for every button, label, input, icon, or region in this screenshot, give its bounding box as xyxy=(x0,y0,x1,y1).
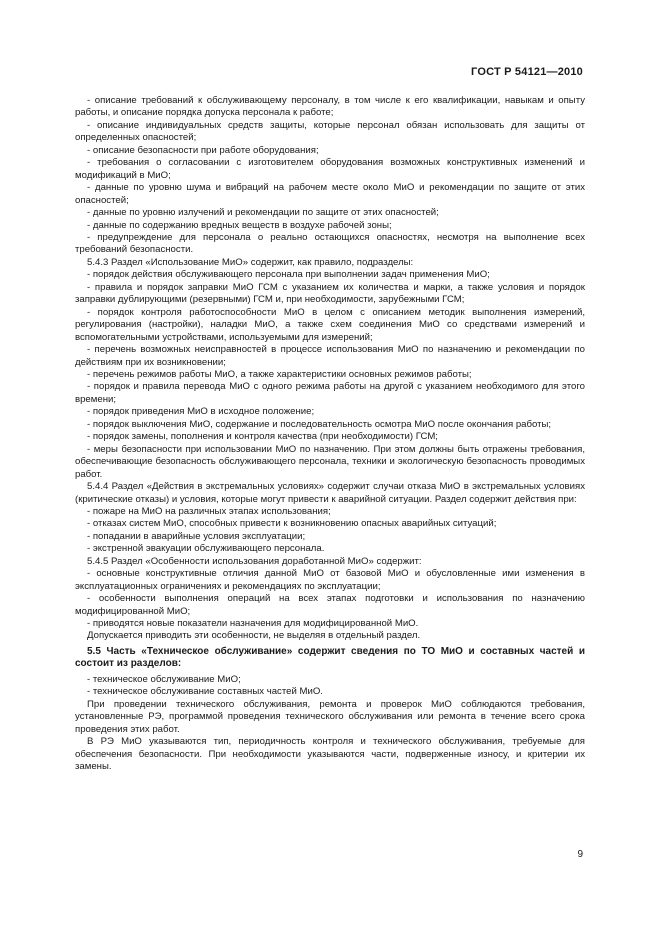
list-item: - пожаре на МиО на различных этапах использования; xyxy=(87,505,331,517)
list-item: - данные по содержанию вредных веществ в воздухе рабочей зоны; xyxy=(87,219,392,231)
list-item: - порядок действия обслуживающего персонала при выполнении задач применения МиО; xyxy=(87,269,490,281)
page-number: 9 xyxy=(577,849,583,860)
paragraph: 5.4.3 Раздел «Использование МиО» содержит, как правило, подразделы: xyxy=(87,256,414,268)
section-heading: 5.5 Часть «Техническое обслуживание» содержит сведения по ТО МиО и составных частей и состоит из разделов: xyxy=(75,645,585,670)
list-item: - попадании в аварийные условия эксплуатации; xyxy=(87,530,306,542)
paragraph: Допускается приводить эти особенности, не выделяя в отдельный раздел. xyxy=(87,630,421,642)
list-item: - порядок и правила перевода МиО с одного режима работы на другой с указанием необходимого для этого времени; xyxy=(75,381,585,405)
list-item: - перечень режимов работы МиО, а также характеристики основных режимов работы; xyxy=(87,368,472,380)
list-item: - описание индивидуальных средств защиты, которые персонал обязан использовать для защиты от определенных опасностей; xyxy=(75,119,585,144)
list-item: - данные по уровню излучений и рекомендации по защите от этих опасностей; xyxy=(87,207,439,219)
list-item: - данные по уровню шума и вибраций на рабочем месте около МиО и рекомендации по защите от этих опасностей; xyxy=(75,182,585,206)
paragraph: 5.4.5 Раздел «Особенности использования доработанной МиО» содержит: xyxy=(87,555,422,567)
list-item: - описание требований к обслуживающему персоналу, в том числе к его квалификации, навыкам и опыту работы, и описание порядка допуска персонала к работе; xyxy=(75,95,585,119)
list-item: - основные конструктивные отличия данной МиО от базовой МиО и обусловленные ими изменения в эксплуатационных ограничениях и рекомендациях по эксплуатации; xyxy=(75,568,585,592)
paragraph: В РЭ МиО указываются тип, периодичность контроля и технического обслуживания, требуемые для обеспечения безопасности. При необходимости указываются части, подверженные износу, и критерии их замены. xyxy=(75,736,585,773)
document-header: ГОСТ Р 54121—2010 xyxy=(471,66,583,78)
list-item: - приводятся новые показатели назначения для модифицированной МиО. xyxy=(87,618,419,630)
list-item: - техническое обслуживание составных частей МиО. xyxy=(87,686,323,698)
list-item: - требования о согласовании с изготовителем оборудования возможных конструктивных изменений и модификаций в МиО; xyxy=(75,157,585,181)
list-item: - особенности выполнения операций на всех этапах подготовки и использования по назначению модифицированной МиО; xyxy=(75,593,585,617)
list-item: - описание безопасности при работе оборудования; xyxy=(87,144,319,156)
document-body xyxy=(75,95,585,773)
list-item: - порядок приведения МиО в исходное положение; xyxy=(87,406,315,418)
list-item: - порядок замены, пополнения и контроля качества (при необходимости) ГСМ; xyxy=(87,431,438,443)
list-item: - техническое обслуживание МиО; xyxy=(87,673,241,685)
list-item: - порядок выключения МиО, содержание и последовательность осмотра МиО после окончания работы; xyxy=(87,418,552,430)
list-item: - предупреждение для персонала о реально остающихся опасностях, несмотря на выполнение всех требований безопасности. xyxy=(75,231,585,256)
list-item: - отказах систем МиО, способных привести к возникновению опасных аварийных ситуаций; xyxy=(87,518,497,530)
paragraph: При проведении технического обслуживания, ремонта и проверок МиО соблюдаются требования, установленные РЭ, программой проведения технического обслуживания или ремонта в течение всего срока проведения этих работ. xyxy=(75,698,585,735)
list-item: - перечень возможных неисправностей в процессе использования МиО по назначению и рекомендации по действиям при их возникновении; xyxy=(75,344,585,368)
list-item: - правила и порядок заправки МиО ГСМ с указанием их количества и марки, а также условия и порядок заправки дублирующими (резервными) ГСМ и, при необходимости, зарубежными ГСМ; xyxy=(75,281,585,306)
list-item: - меры безопасности при использовании МиО по назначению. При этом должны быть отражены требования, обеспечивающие безопасность обслуживающего персонала, техники и экологическую безопасность проводимых работ. xyxy=(75,443,585,480)
list-item: - порядок контроля работоспособности МиО в целом с описанием методик выполнения измерений, регулирования (настройки), наладки МиО, а также схем соединения МиО со средствами измерений и вспомогательными устройствами, используемыми для измерений; xyxy=(75,306,585,343)
paragraph: 5.4.4 Раздел «Действия в экстремальных условиях» содержит случаи отказа МиО в экстремальных условиях (критические отказы) и условия, которые могут привести к аварийной ситуации. Раздел содержит действия при: xyxy=(75,481,585,505)
list-item: - экстренной эвакуации обслуживающего персонала. xyxy=(87,543,325,555)
